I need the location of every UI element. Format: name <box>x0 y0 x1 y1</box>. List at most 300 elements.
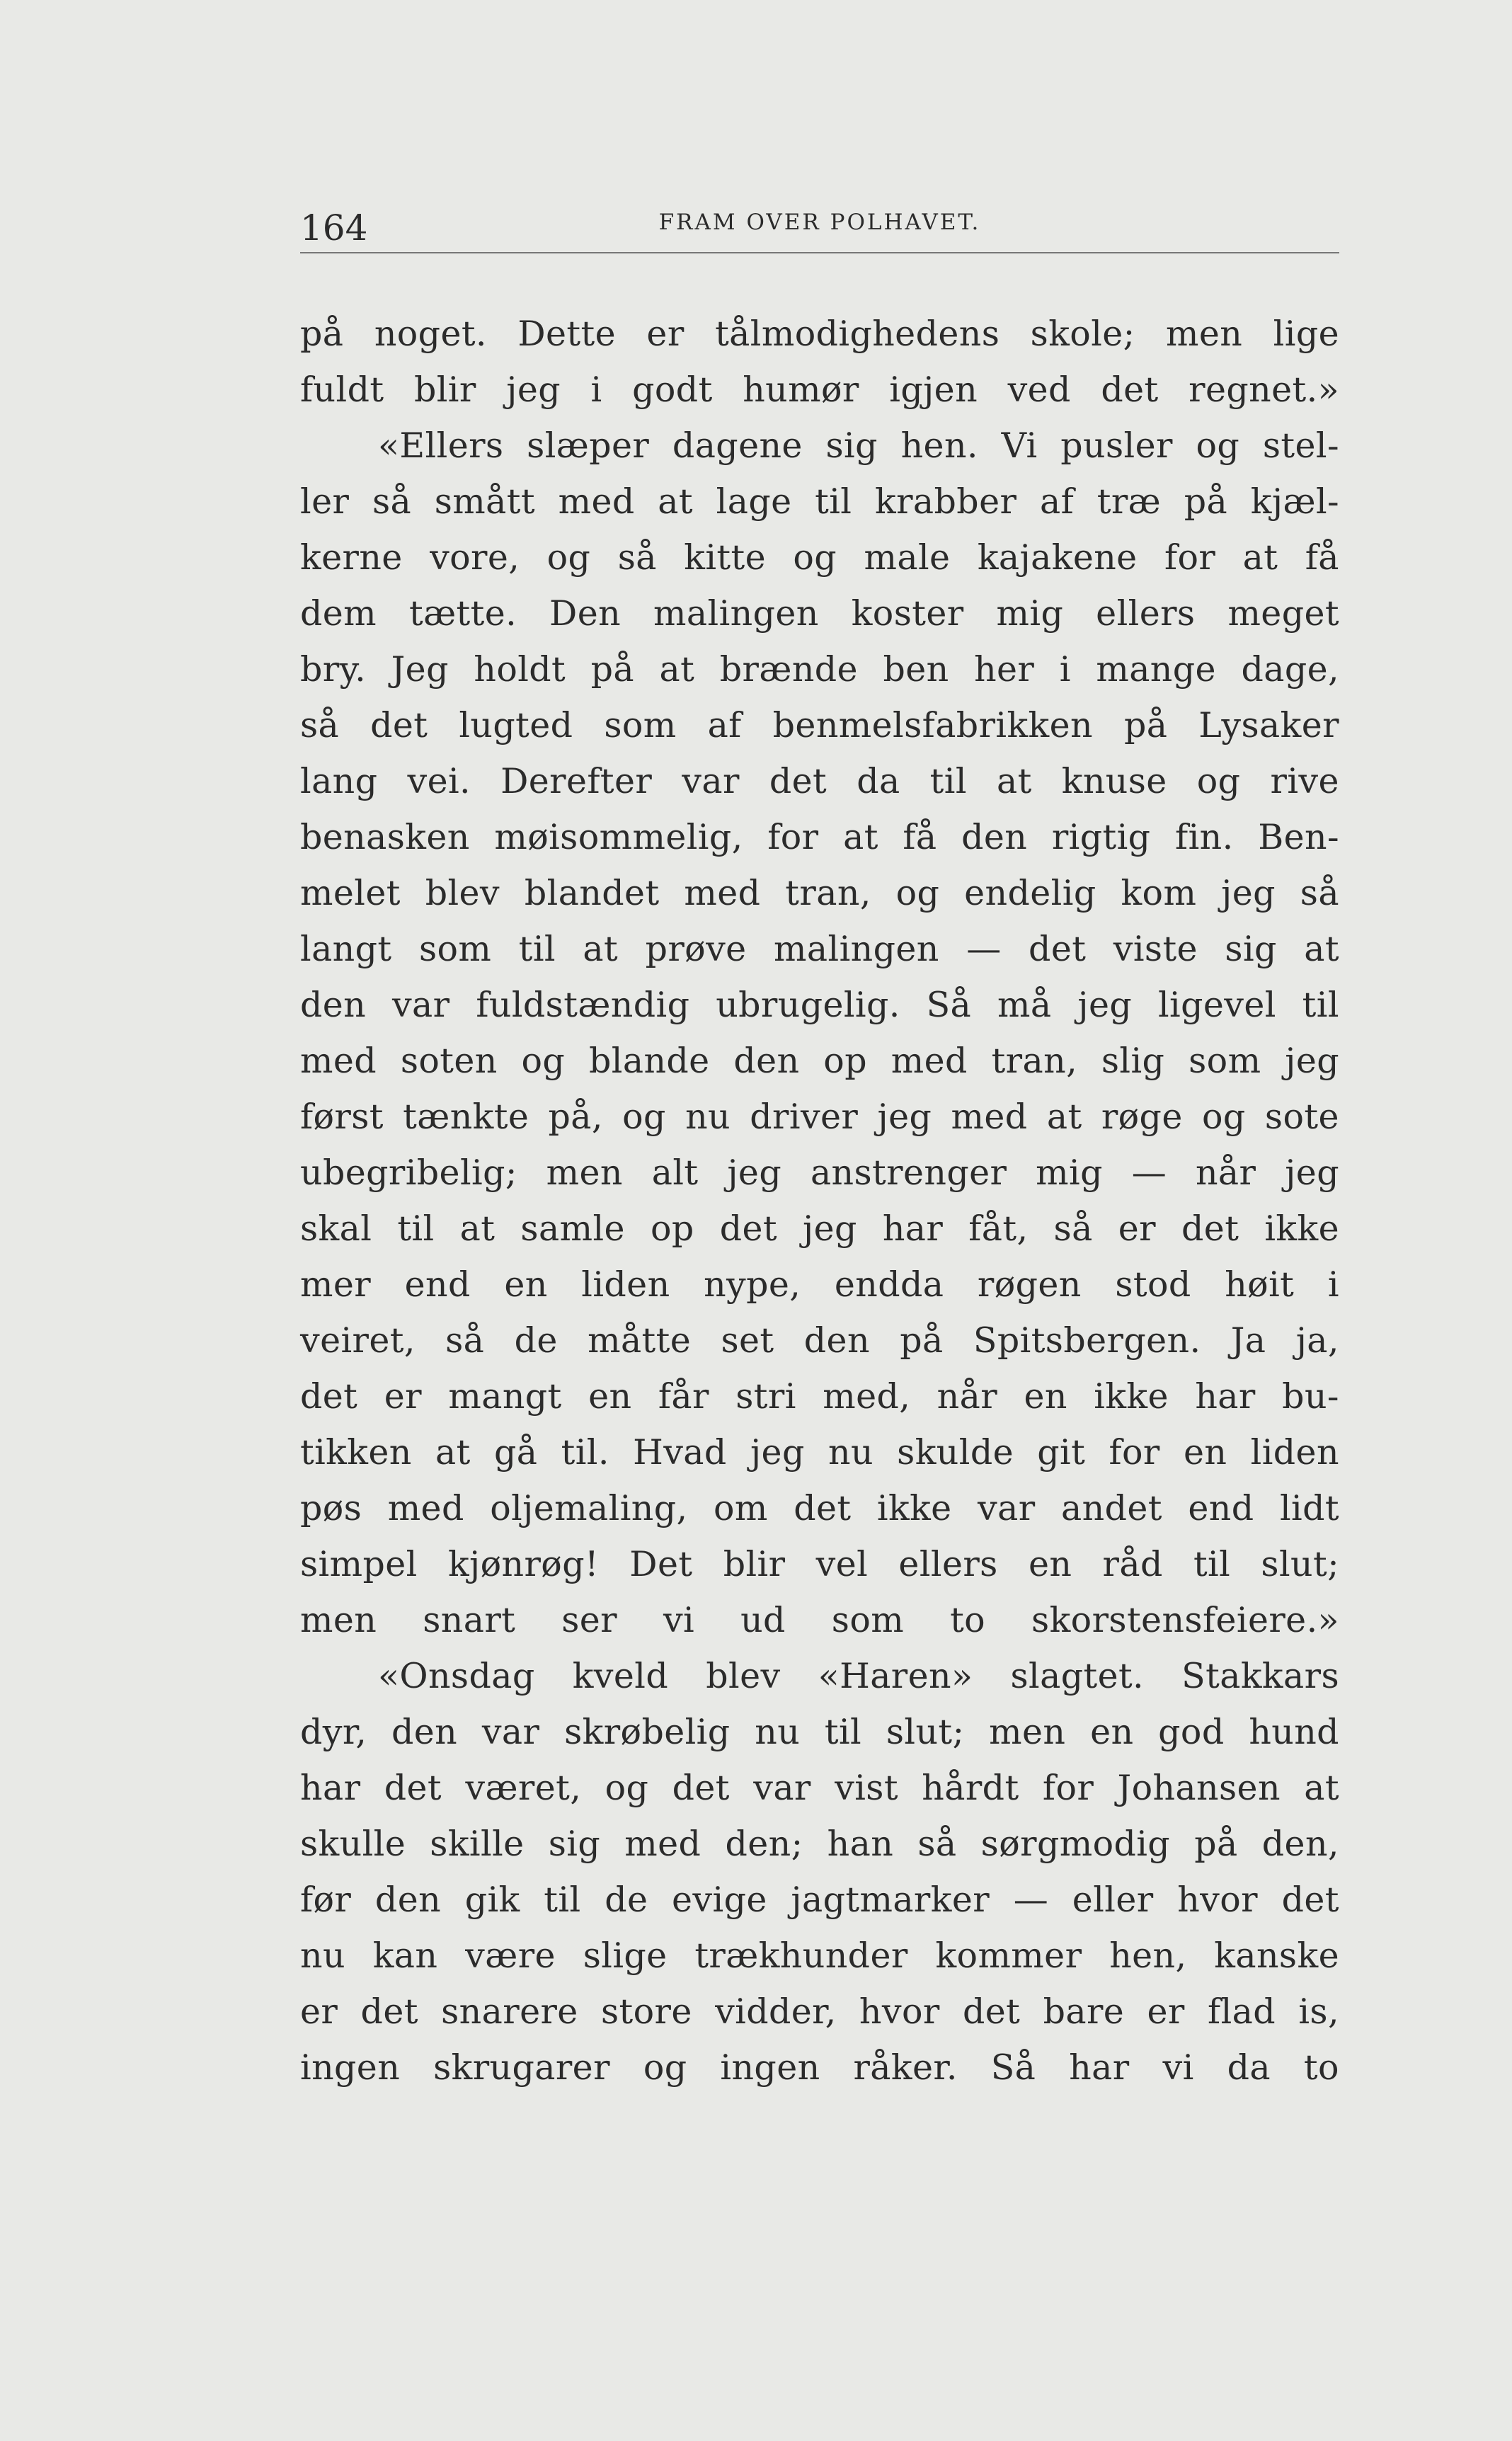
word: da <box>1227 2047 1271 2088</box>
word: slagtet. <box>1010 1656 1145 1696</box>
word: til <box>518 929 556 969</box>
text-line <box>300 1368 1339 1424</box>
word: bry. <box>300 649 367 690</box>
word: to <box>1303 2047 1339 2088</box>
word: har <box>1069 2047 1130 2088</box>
word: sig <box>825 425 878 466</box>
word: de <box>514 1320 558 1361</box>
text-line <box>300 1313 1339 1368</box>
word: holdt <box>474 649 566 690</box>
word: at <box>1304 1768 1339 1808</box>
word: krabber <box>875 481 1017 522</box>
word: den <box>733 1041 800 1081</box>
word: skulle <box>300 1824 406 1864</box>
word: når <box>1195 1153 1256 1193</box>
word: end <box>1188 1488 1254 1528</box>
word: Vi <box>1001 425 1038 466</box>
word: «Onsdag <box>378 1656 535 1696</box>
word: igjen <box>889 370 978 410</box>
word: på <box>1123 705 1168 745</box>
word: Hvad <box>633 1432 727 1473</box>
text-line <box>300 1760 1339 1816</box>
word: får <box>658 1376 709 1417</box>
word: var <box>753 1768 811 1808</box>
word: en <box>1090 1712 1134 1752</box>
word: blir <box>413 370 476 410</box>
word: det <box>962 1991 1021 2032</box>
word: skorstensfeiere.» <box>1031 1600 1339 1640</box>
word: lidt <box>1279 1488 1339 1528</box>
word: op <box>650 1208 694 1249</box>
word: til <box>544 1880 581 1920</box>
word: skal <box>300 1208 372 1249</box>
word: kanske <box>1214 1936 1339 1976</box>
text-line <box>300 865 1339 921</box>
word: må <box>997 985 1052 1025</box>
word: jeg <box>1221 873 1276 913</box>
word: git <box>1037 1432 1086 1473</box>
word: på <box>300 314 344 354</box>
word: samle <box>520 1208 625 1249</box>
word: dem <box>300 593 377 634</box>
word: viste <box>1113 929 1198 969</box>
word: blandet <box>524 873 660 913</box>
text-line <box>300 977 1339 1033</box>
word: er <box>1147 1991 1185 2032</box>
word: måtte <box>588 1320 692 1361</box>
word: den <box>300 985 367 1025</box>
word: liden <box>581 1264 670 1305</box>
word: men <box>546 1153 623 1193</box>
word: været, <box>465 1768 582 1808</box>
word: jeg <box>727 1153 782 1193</box>
text-line <box>300 1424 1339 1480</box>
word: endda <box>834 1264 944 1305</box>
word: det <box>384 1768 442 1808</box>
word: før <box>300 1880 352 1920</box>
word: kajakene <box>977 537 1138 578</box>
text-line <box>300 1257 1339 1313</box>
text-line <box>300 362 1339 418</box>
word: mig <box>1036 1153 1103 1193</box>
word: ler <box>300 481 350 522</box>
word: ellers <box>898 1544 998 1584</box>
word: benmelsfabrikken <box>772 705 1094 745</box>
word: har <box>1195 1376 1256 1417</box>
word: end <box>404 1264 471 1305</box>
word: på <box>1194 1824 1238 1864</box>
word: jeg <box>1285 1041 1339 1081</box>
word: har <box>882 1208 944 1249</box>
word: når <box>937 1376 998 1417</box>
word: kjønrøg! <box>447 1544 600 1584</box>
word: koster <box>851 593 964 634</box>
word: råker. <box>853 2047 958 2088</box>
word: evige <box>672 1880 767 1920</box>
word: vel <box>815 1544 869 1584</box>
word: det <box>1029 929 1087 969</box>
word: Stakkars <box>1181 1656 1339 1696</box>
text-line <box>300 1480 1339 1536</box>
word: til <box>929 761 967 801</box>
word: jeg <box>877 1097 932 1137</box>
word: ben <box>883 649 949 690</box>
word: han <box>827 1824 894 1864</box>
word: det <box>1101 370 1159 410</box>
word: trækhunder <box>694 1936 908 1976</box>
word: mangt <box>448 1376 562 1417</box>
word: — <box>1131 1153 1167 1193</box>
word: dage, <box>1241 649 1339 690</box>
word: høit <box>1225 1264 1295 1305</box>
word: lage <box>716 481 792 522</box>
word: nu <box>300 1936 345 1976</box>
word: det <box>360 1991 418 2032</box>
word: kommer <box>935 1936 1082 1976</box>
word: i <box>590 370 602 410</box>
word: den <box>961 817 1028 857</box>
word: meget <box>1227 593 1339 634</box>
word: Ben- <box>1258 817 1339 857</box>
word: kom <box>1121 873 1197 913</box>
word: og <box>1196 425 1240 466</box>
word: oljemaling, <box>490 1488 688 1528</box>
word: lang <box>300 761 378 801</box>
word: pøs <box>300 1488 362 1528</box>
word: stod <box>1115 1264 1191 1305</box>
word: ved <box>1007 370 1071 410</box>
page-number: 164 <box>300 207 368 248</box>
word: da <box>857 761 900 801</box>
word: malingen <box>653 593 819 634</box>
word: i <box>1327 1264 1339 1305</box>
word: endelig <box>964 873 1096 913</box>
word: at <box>1046 1097 1082 1137</box>
word: med <box>890 1041 968 1081</box>
word: Johansen <box>1117 1768 1281 1808</box>
word: sig <box>548 1824 601 1864</box>
word: er <box>1118 1208 1156 1249</box>
word: med <box>624 1824 701 1864</box>
word: fin. <box>1175 817 1234 857</box>
word: at <box>659 649 695 690</box>
word: det <box>794 1488 852 1528</box>
word: Så <box>990 2047 1036 2088</box>
word: så <box>372 481 412 522</box>
text-line <box>300 921 1339 977</box>
text-line <box>300 1592 1339 1648</box>
word: hvor <box>1177 1880 1258 1920</box>
word: lige <box>1273 314 1339 354</box>
word: «Haren» <box>818 1656 973 1696</box>
word: en <box>1024 1376 1067 1417</box>
word: — <box>1013 1880 1049 1920</box>
word: at <box>435 1432 471 1473</box>
word: Ja <box>1230 1320 1266 1361</box>
word: tran, <box>785 873 871 913</box>
word: er <box>384 1376 422 1417</box>
word: fuldstændig <box>476 985 690 1025</box>
text-line <box>300 1033 1339 1089</box>
text-line <box>300 1201 1339 1257</box>
word: det <box>769 761 827 801</box>
word: store <box>601 1991 692 2032</box>
word: jeg <box>1077 985 1133 1025</box>
word: det <box>300 1376 358 1417</box>
word: vi <box>1162 2047 1194 2088</box>
page-header <box>300 200 1339 256</box>
word: kveld <box>572 1656 669 1696</box>
word: pusler <box>1060 425 1173 466</box>
word: til <box>1193 1544 1231 1584</box>
word: langt <box>300 929 392 969</box>
word: slut; <box>886 1712 965 1752</box>
word: af <box>1039 481 1075 522</box>
word: knuse <box>1061 761 1167 801</box>
word: snarere <box>441 1991 578 2032</box>
word: for <box>1109 1432 1160 1473</box>
word: med, <box>823 1376 911 1417</box>
word: kan <box>372 1936 438 1976</box>
word: gå <box>493 1432 538 1473</box>
word: flad <box>1208 1991 1276 2032</box>
word: røgen <box>977 1264 1082 1305</box>
word: var <box>978 1488 1036 1528</box>
word: vist <box>835 1768 898 1808</box>
word: vidder, <box>715 1991 837 2032</box>
word: det <box>370 705 428 745</box>
text-line <box>300 418 1339 474</box>
word: kerne <box>300 537 403 578</box>
word: på <box>590 649 635 690</box>
text-line <box>300 1984 1339 2040</box>
word: har <box>300 1768 361 1808</box>
word: blev <box>706 1656 781 1696</box>
word: kitte <box>684 537 767 578</box>
text-line <box>300 1536 1339 1592</box>
word: at <box>843 817 878 857</box>
word: simpel <box>300 1544 418 1584</box>
word: kjæl- <box>1250 481 1339 522</box>
word: tran, <box>991 1041 1078 1081</box>
word: og <box>1196 761 1241 801</box>
word: tålmodighedens <box>715 314 1000 354</box>
text-line <box>300 1816 1339 1872</box>
word: skulde <box>897 1432 1014 1473</box>
word: i <box>1059 649 1071 690</box>
word: bu- <box>1282 1376 1339 1417</box>
running-title: FRAM OVER POLHAVET. <box>658 210 981 235</box>
word: så <box>617 537 657 578</box>
word: her <box>974 649 1035 690</box>
word: Jeg <box>391 649 449 690</box>
word: to <box>950 1600 986 1640</box>
word: til <box>1302 985 1339 1025</box>
word: Så <box>926 985 972 1025</box>
word: men <box>300 1600 377 1640</box>
word: på, <box>548 1097 603 1137</box>
word: tikken <box>300 1432 412 1473</box>
word: og <box>793 537 837 578</box>
text-line <box>300 1145 1339 1201</box>
word: få <box>903 817 937 857</box>
word: en <box>1028 1544 1072 1584</box>
word: skole; <box>1030 314 1135 354</box>
word: Den <box>549 593 622 634</box>
text-line <box>300 1089 1339 1145</box>
word: skrugarer <box>433 2047 610 2088</box>
word: hen, <box>1109 1936 1187 1976</box>
word: så <box>917 1824 957 1864</box>
word: slut; <box>1261 1544 1339 1584</box>
word: smått <box>434 481 535 522</box>
word: til <box>397 1208 435 1249</box>
word: tætte. <box>408 593 517 634</box>
word: ellers <box>1096 593 1196 634</box>
word: sote <box>1264 1097 1339 1137</box>
word: ikke <box>1094 1376 1169 1417</box>
text-line <box>300 1704 1339 1760</box>
text-line <box>300 809 1339 865</box>
word: det <box>1181 1208 1239 1249</box>
word: den; <box>725 1824 803 1864</box>
word: med <box>951 1097 1028 1137</box>
word: at <box>658 481 693 522</box>
word: op <box>823 1041 867 1081</box>
word: male <box>864 537 951 578</box>
word: og <box>622 1097 666 1137</box>
word: råd <box>1102 1544 1163 1584</box>
word: godt <box>632 370 713 410</box>
word: hårdt <box>922 1768 1019 1808</box>
text-line <box>300 306 1339 362</box>
word: med <box>558 481 635 522</box>
word: melet <box>300 873 401 913</box>
word: brænde <box>719 649 858 690</box>
text-line <box>300 697 1339 753</box>
word: mange <box>1096 649 1216 690</box>
text-line <box>300 1648 1339 1704</box>
word: ikke <box>1264 1208 1339 1249</box>
word: fåt, <box>968 1208 1029 1249</box>
word: at <box>459 1208 496 1249</box>
word: til. <box>561 1432 609 1473</box>
text-line <box>300 2040 1339 2096</box>
word: nype, <box>704 1264 801 1305</box>
word: benasken <box>300 817 470 857</box>
word: set <box>721 1320 774 1361</box>
word: den <box>391 1712 458 1752</box>
text-line <box>300 530 1339 585</box>
word: bare <box>1043 1991 1125 2032</box>
word: og <box>605 1768 649 1808</box>
word: den <box>803 1320 870 1361</box>
word: Lysaker <box>1198 705 1339 745</box>
word: som <box>831 1600 905 1640</box>
word: for <box>1164 537 1216 578</box>
word: røge <box>1101 1097 1183 1137</box>
word: med <box>387 1488 464 1528</box>
word: noget. <box>374 314 487 354</box>
word: for <box>1042 1768 1094 1808</box>
word: for <box>767 817 819 857</box>
word: Det <box>629 1544 693 1584</box>
body-text <box>300 306 1339 2096</box>
word: tænkte <box>403 1097 529 1137</box>
word: på <box>1184 481 1228 522</box>
word: og <box>546 537 591 578</box>
word: god <box>1158 1712 1225 1752</box>
word: og <box>521 1041 566 1081</box>
word: Dette <box>517 314 616 354</box>
text-line <box>300 585 1339 641</box>
word: var <box>481 1712 540 1752</box>
word: som <box>1189 1041 1261 1081</box>
word: det <box>1281 1880 1339 1920</box>
word: «Ellers <box>378 425 504 466</box>
word: det <box>719 1208 777 1249</box>
word: blev <box>425 873 500 913</box>
word: få <box>1305 537 1339 578</box>
word: men <box>1166 314 1243 354</box>
word: alt <box>651 1153 699 1193</box>
word: at <box>583 929 619 969</box>
word: nu <box>685 1097 731 1137</box>
word: og <box>643 2047 687 2088</box>
word: så <box>445 1320 485 1361</box>
word: gik <box>464 1880 520 1920</box>
word: at <box>1242 537 1278 578</box>
word: regnet.» <box>1189 370 1339 410</box>
word: vei. <box>407 761 471 801</box>
word: jeg <box>506 370 561 410</box>
word: ubrugelig. <box>716 985 900 1025</box>
word: skrøbelig <box>564 1712 731 1752</box>
word: ubegribelig; <box>300 1153 517 1193</box>
word: var <box>682 761 740 801</box>
word: jeg <box>1285 1153 1339 1193</box>
word: stri <box>735 1376 796 1417</box>
word: eller <box>1072 1880 1154 1920</box>
word: jagtmarker <box>791 1880 990 1920</box>
word: på <box>900 1320 944 1361</box>
word: snart <box>423 1600 516 1640</box>
word: en <box>1184 1432 1227 1473</box>
word: til <box>815 481 852 522</box>
word: men <box>989 1712 1066 1752</box>
word: slig <box>1101 1041 1165 1081</box>
word: andet <box>1061 1488 1162 1528</box>
word: som <box>418 929 492 969</box>
word: ud <box>740 1600 786 1640</box>
word: så <box>300 705 340 745</box>
word: var <box>391 985 450 1025</box>
word: is, <box>1298 1991 1339 2032</box>
word: Derefter <box>500 761 653 801</box>
word: blande <box>589 1041 710 1081</box>
word: slæper <box>527 425 650 466</box>
word: fuldt <box>300 370 384 410</box>
word: ingen <box>720 2047 820 2088</box>
word: lugted <box>459 705 573 745</box>
word: ligevel <box>1157 985 1276 1025</box>
word: møisommelig, <box>494 817 743 857</box>
word: de <box>605 1880 648 1920</box>
text-line <box>300 641 1339 697</box>
word: rive <box>1270 761 1339 801</box>
word: ingen <box>300 2047 401 2088</box>
word: stel- <box>1262 425 1339 466</box>
